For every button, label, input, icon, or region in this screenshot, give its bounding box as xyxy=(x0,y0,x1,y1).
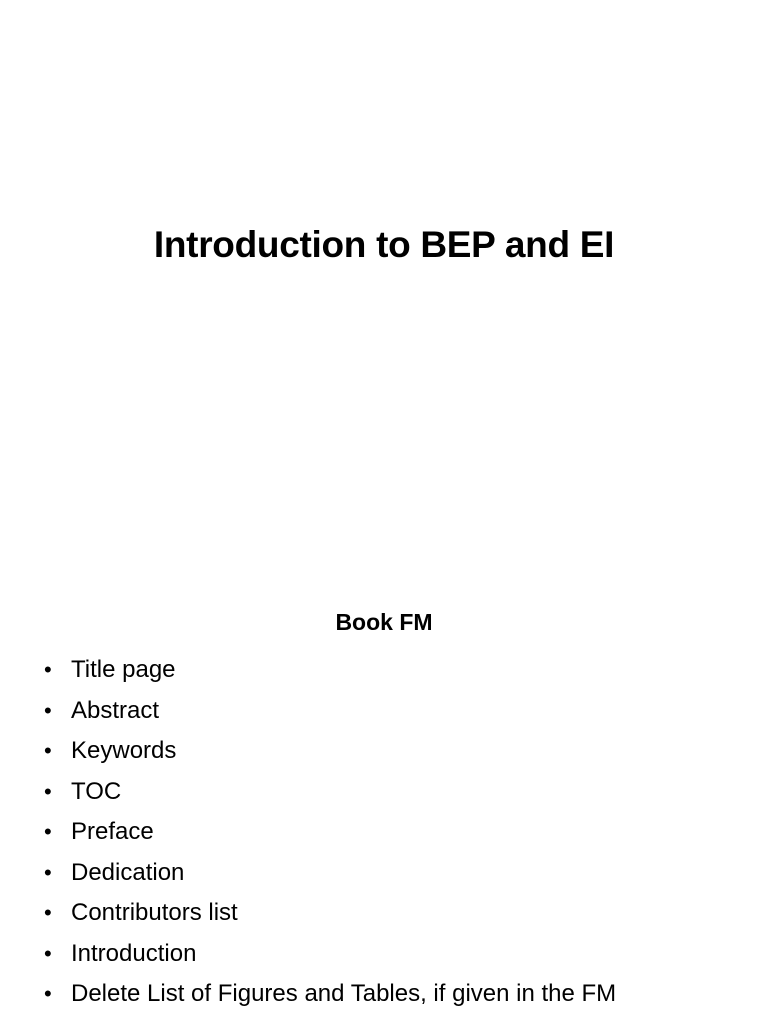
section-heading: Book FM xyxy=(335,609,433,635)
bullet-icon: • xyxy=(44,778,52,804)
list-item xyxy=(44,934,616,975)
list-item xyxy=(44,853,616,894)
list-item-label: Dedication xyxy=(71,858,185,886)
list-item-label: Preface xyxy=(71,818,154,845)
bullet-icon: • xyxy=(44,981,52,1006)
list-item xyxy=(44,772,616,813)
list-item xyxy=(44,731,616,772)
list-item xyxy=(44,650,616,691)
list-item xyxy=(44,893,616,934)
bullet-icon: • xyxy=(44,940,52,966)
list-item xyxy=(44,812,616,853)
bullet-icon: • xyxy=(44,859,52,885)
list-item-label: Contributors list xyxy=(71,899,238,926)
slide-title: Introduction to BEP and EI xyxy=(153,224,615,265)
list-item xyxy=(44,974,616,1015)
list-item-label: Abstract xyxy=(71,696,160,724)
bullet-icon: • xyxy=(44,738,52,763)
bullet-icon: • xyxy=(44,697,52,723)
bullet-icon: • xyxy=(44,900,52,925)
bullet-list xyxy=(44,650,616,1015)
list-item-label: Introduction xyxy=(71,939,197,967)
list-item-label: Keywords xyxy=(71,737,177,764)
list-item-label: Title page xyxy=(71,656,176,683)
list-item-label: Delete List of Figures and Tables, if given in the FM xyxy=(71,980,617,1007)
list-item-label: TOC xyxy=(71,777,122,805)
bullet-icon: • xyxy=(44,819,52,844)
list-item xyxy=(44,691,616,732)
bullet-icon: • xyxy=(44,657,52,682)
